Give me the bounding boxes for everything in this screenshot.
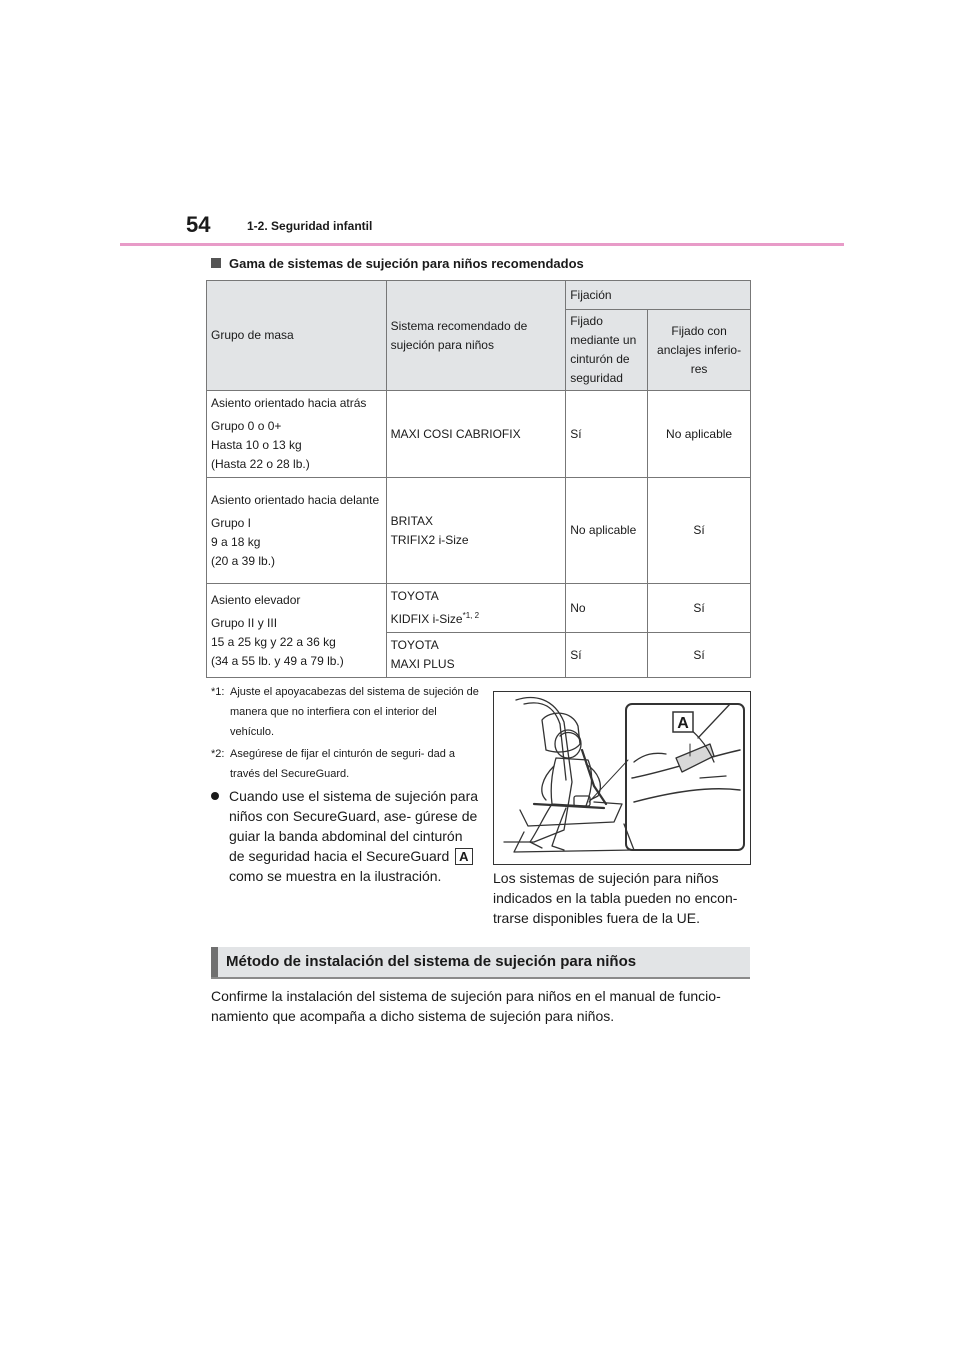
- belt-cell: Sí: [566, 391, 648, 478]
- child-seat-drawing: [494, 692, 750, 864]
- footnote-text: Ajuste el apoyacabezas del sistema de sujeción de manera que no interfiera con el interior del vehículo.: [230, 686, 479, 738]
- table-row: [207, 478, 751, 584]
- group-line: (34 a 55 lb. y 49 a 79 lb.): [211, 653, 344, 668]
- anchors-cell: Sí: [648, 478, 751, 584]
- heading-bar: [211, 947, 218, 977]
- header-group: Grupo de masa: [207, 281, 387, 391]
- section-heading-text: Método de instalación del sistema de sujeción para niños: [226, 953, 637, 970]
- section-heading: [211, 947, 750, 979]
- header-fixation: Fijación: [566, 281, 751, 310]
- system-cell: [386, 584, 566, 633]
- table-row: [207, 391, 751, 478]
- header-rule: [120, 243, 844, 246]
- footnote-ref: *1, 2: [462, 611, 480, 620]
- group-title: Asiento orientado hacia atrás: [211, 396, 367, 410]
- bullet-part1: Cuando use el sistema de sujeción para niños con SecureGuard, ase- gúrese de guiar la banda abdominal del cinturón de seguridad hacia el SecureGuard: [229, 788, 479, 864]
- bullet-text: [211, 786, 481, 886]
- group-line: 9 a 18 kg: [211, 534, 261, 549]
- bullet-dot-icon: [211, 792, 219, 800]
- footnote: [211, 682, 481, 742]
- header-system: Sistema recomendado de sujeción para niños: [386, 281, 566, 391]
- section-paragraph: Confirme la instalación del sistema de sujeción para niños en el manual de funcio- namiento que acompaña a dicho sistema de sujeción para niños.: [211, 988, 721, 1024]
- anchors-cell: Sí: [648, 633, 751, 678]
- belt-cell: No aplicable: [566, 478, 648, 584]
- group-line: Grupo I: [211, 515, 252, 530]
- callout-label: A: [677, 715, 689, 732]
- system-line: TOYOTA: [390, 638, 439, 652]
- belt-cell: Sí: [566, 633, 648, 678]
- group-title: Asiento orientado hacia delante: [211, 492, 380, 507]
- subheading: [211, 256, 584, 271]
- anchors-cell: Sí: [648, 584, 751, 633]
- group-line: Hasta 10 o 13 kg: [211, 438, 302, 452]
- availability-caption: Los sistemas de sujeción para niños indicados en la tabla pueden no encon- trarse disponibles fuera de la UE.: [493, 870, 738, 926]
- bullet-part2: como se muestra en la ilustración.: [229, 868, 442, 884]
- group-cell: [207, 584, 387, 678]
- system-line: [391, 606, 562, 629]
- square-bullet-icon: [211, 258, 221, 268]
- header-belt: Fijado mediante un cinturón de seguridad: [566, 310, 648, 391]
- instruction-bullet: [211, 786, 481, 886]
- group-line: Grupo 0 o 0+: [211, 419, 282, 433]
- recommended-seats-table: [206, 280, 751, 678]
- system-line: TRIFIX2 i-Size: [390, 532, 469, 547]
- system-line: MAXI PLUS: [390, 657, 455, 671]
- group-line: Grupo II y III: [211, 615, 278, 630]
- subheading-text: Gama de sistemas de sujeción para niños recomendados: [229, 256, 584, 271]
- footnote-text: Asegúrese de fijar el cinturón de seguri- dad a través del SecureGuard.: [230, 748, 456, 780]
- callout-a-badge: A: [455, 848, 472, 865]
- booster-seat-illustration: [493, 691, 751, 865]
- page-number: 54: [186, 212, 211, 237]
- table-row: [207, 584, 751, 633]
- group-cell: [207, 391, 387, 478]
- system-line: BRITAX: [390, 513, 434, 528]
- system-name: KIDFIX i-Size: [390, 612, 463, 626]
- system-line: TOYOTA: [390, 589, 439, 603]
- section-title: 1-2. Seguridad infantil: [247, 219, 373, 233]
- system-cell: [386, 478, 566, 584]
- group-line: (Hasta 22 o 28 lb.): [211, 457, 310, 471]
- footnote-marker: *2:: [211, 748, 225, 760]
- system-cell: [386, 633, 566, 678]
- system-cell: MAXI COSI CABRIOFIX: [386, 391, 566, 478]
- belt-cell: No: [566, 584, 648, 633]
- group-line: (20 a 39 lb.): [211, 553, 276, 568]
- group-title: Asiento elevador: [211, 592, 301, 607]
- header-anchors: Fijado con anclajes inferio- res: [648, 310, 751, 391]
- anchors-cell: No aplicable: [648, 391, 751, 478]
- group-cell: [207, 478, 387, 584]
- group-line: 15 a 25 kg y 22 a 36 kg: [211, 634, 336, 649]
- footnote-marker: *1:: [211, 686, 225, 698]
- footnote: [211, 744, 481, 784]
